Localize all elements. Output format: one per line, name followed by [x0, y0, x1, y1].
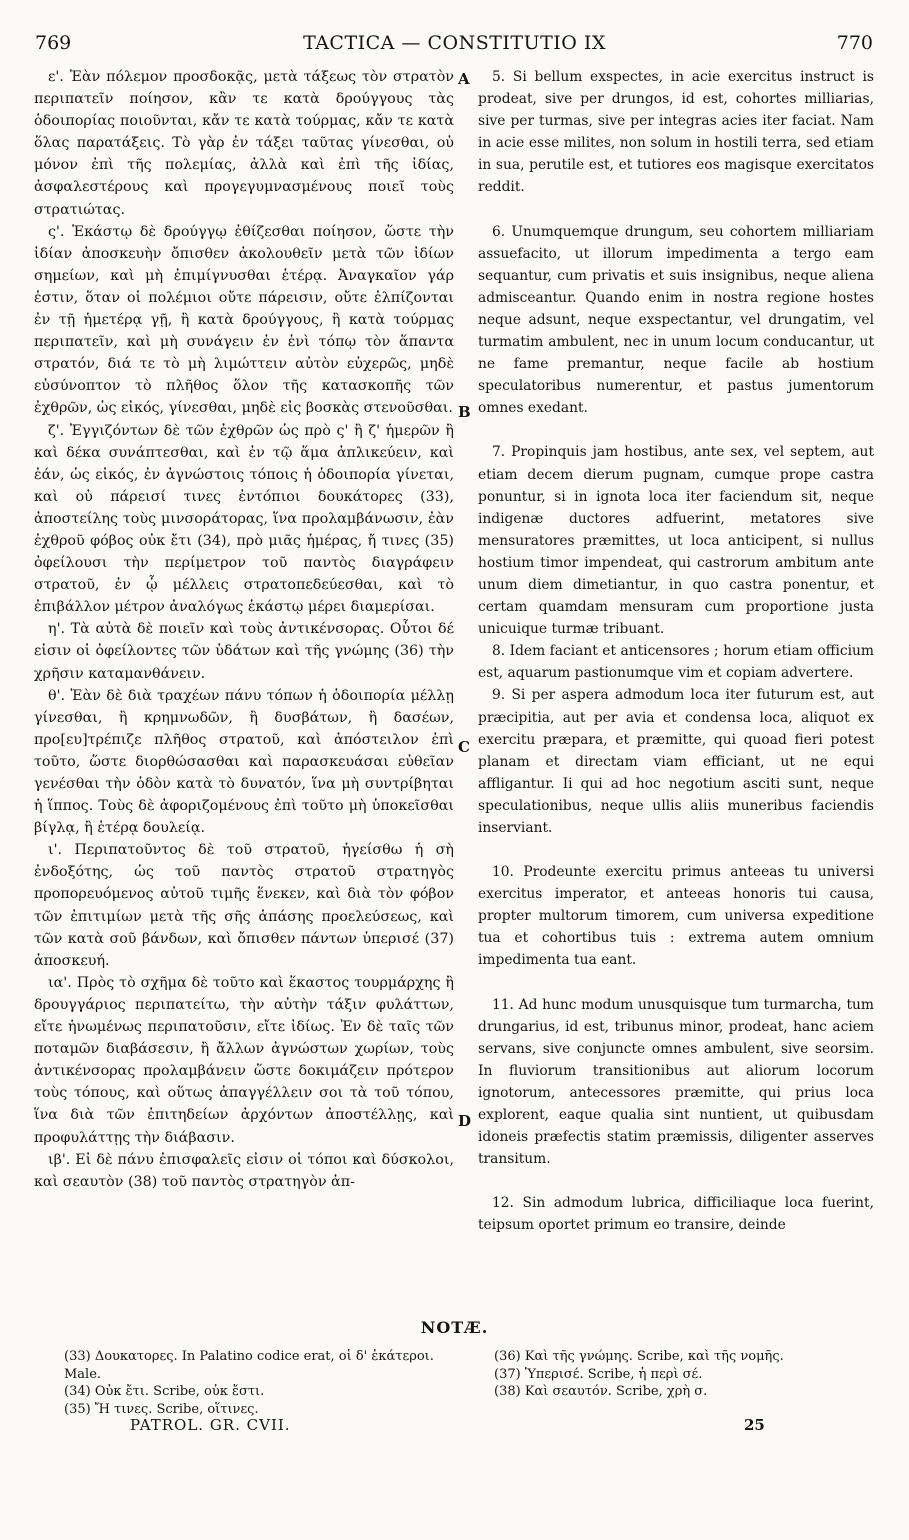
latin-section-10: 10. Prodeunte exercitu primus anteeas tu universi exercitus imperator, et anteeas honoris tui causa, propter multorum timorem, cum universa expeditione tua et cohortibus tuis : extrema autem omnium impedimenta tua eant.: [478, 864, 874, 969]
note-37: (37) Ὑπερισέ. Scribe, ἡ περὶ σέ.: [494, 1366, 703, 1382]
note-36: (36) Καὶ τῆς γνώμης. Scribe, καὶ τῆς νομῆς.: [494, 1349, 784, 1364]
page-number-right: 770: [836, 32, 873, 54]
latin-section-7: 7. Propinquis jam hostibus, ante sex, vel septem, aut etiam decem dierum pugnam, cumque prope castra ponuntur, si in ignota loca iter faciendum sit, neque indigenæ ductores adfuerint, metatores sive mensuratores præmittes, ut loca anticipent, si nullus hostium timor impendeat, qui castrorum ambitum ante unum diem dimetiantur, in quo castra ponentur, et certam quamdam mensuram cum proportione justa unicuique turmæ tribuant.: [478, 444, 874, 638]
footer-signature: PATROL. GR. CVII.: [130, 1416, 291, 1434]
running-header: [0, 32, 909, 62]
greek-section-12: ιβ'. Εἰ δὲ πάνυ ἐπισφαλεῖς εἰσιν οἱ τόποι καὶ δύσκολοι, καὶ σεαυτὸν (38) τοῦ παντὸς στρατηγὸν ἀπ-: [34, 1151, 454, 1190]
greek-section-6: ς'. Ἑκάστῳ δὲ δρούγγῳ ἐθίζεσθαι ποίησον, ὥστε τὴν ἰδίαν ἀποσκευὴν ὄπισθεν ἀκολουθεῖν μετὰ τῶν ἰδίων σημείων, καὶ μὴ ἐπιμίγνυσθαι ἑτέρᾳ. Ἀναγκαῖον γάρ ἐστιν, ὅταν οἱ πολέμιοι οὔτε πάρεισιν, οὔτε ἐλπίζονται ἐν τῇ ἡμετέρᾳ γῇ, ἢ κατὰ δρούγγους, ἢ κατὰ τούρμας περιπατεῖν, καὶ μὴ συνάγειν ἐν ἑνὶ τόπῳ τὸν ἅπαντα στρατόν, διά τε τὸ μὴ λιμώττειν αὐτὸν εὐχερῶς, μηδὲ εὐσύνοπτον τὸ πλῆθος ὅλον τῆς κατασκοπῆς τῶν ἐχθρῶν, ὡς εἰκός, γίνεσθαι, μηδὲ εἰς βοσκὰς στενοῦσθαι.: [34, 223, 454, 417]
footer-gathering-number: 25: [744, 1416, 765, 1434]
notes-right: [494, 1348, 884, 1401]
note-35: (35) Ἤ τινες. Scribe, οἵτινες.: [64, 1401, 259, 1417]
greek-section-5: ε'. Ἐὰν πόλεμον προσδοκᾷς, μετὰ τάξεως τὸν στρατὸν περιπατεῖν ποίησον, κἂν τε κατὰ δρούγγους τὰς ὁδοιπορίας ποιοῦνται, κἄν τε κατὰ τούρμας, κἄν τε κατὰ ὅλας παρατάξεις. Τὸ γὰρ ἐν τάξει ταῦτας γίνεσθαι, οὐ μόνον ἐπὶ τῆς πολεμίας, ἀλλὰ καὶ ἐπὶ τῆς ἰδίας, ἀσφαλεστέρους καὶ προγεγυμνασμένους ποιεῖ τοὺς στρατιώτας.: [34, 69, 454, 218]
latin-section-9: 9. Si per aspera admodum loca iter futurum est, aut præcipitia, aut per avia et condensa loca, aliquot ex exercitu præpara, et præmitte, qui quoad fieri potest planam et directam viam efficiant, ut ne equi affligantur. Ii qui ad hoc negotium asciti sunt, neque speculationibus, neque ullis aliis muneribus faciendis inserviant.: [478, 687, 874, 836]
notes-left: [64, 1348, 464, 1418]
latin-section-8: 8. Idem faciant et anticensores ; horum etiam officium est, aquarum pastionumque vim et copiam advertere.: [478, 643, 874, 682]
latin-column: [478, 66, 874, 1237]
latin-section-11: 11. Ad hunc modum unusquisque tum turmarcha, tum drungarius, id est, tribunus minor, prodeat, hanc aciem servans, sive conjuncte omnes ambulent, sive seorsim. In fluviorum transitionibus aut aliorum locorum ignotorum, antecessores præmitte, qui prius loca explorent, eaque qualia sint nuntient, ut quibusdam idoneis præfectis statim præmissis, diligenter asserves transitum.: [478, 996, 874, 1168]
margin-letter-a: A: [458, 70, 470, 88]
latin-section-5: 5. Si bellum exspectes, in acie exercitus instruct is prodeat, sive per drungos, id est, cohortes milliarias, sive per turmas, sive per integras acies iter faciat. Nam in acie esse milites, non solum in hostili terra, sed etiam in sua, perutile est, et tutiores eos magisque exercitatos reddit.: [478, 69, 874, 196]
margin-letter-d: D: [458, 1112, 472, 1130]
margin-letter-b: B: [458, 403, 471, 421]
notes-heading: NOTÆ.: [420, 1318, 489, 1337]
latin-section-6: 6. Unumquemque drungum, seu cohortem milliariam assuefacito, ut illorum impedimenta a tergo eam sequantur, cum privatis et suis insignibus, neque aliena admisceantur. Quando enim in nostra regione hostes neque adsunt, neque exspectantur, vel drungatim, vel turmatim ambulent, nec in unum locum conducantur, ut ne fame premantur, neque facile ab hostium speculatoribus numerentur, et pastus jumentorum omnes exedant.: [478, 223, 874, 417]
note-33: (33) Δουκατορες. In Palatino codice erat, οἱ δ' ἑκάτεροι. Male.: [64, 1349, 434, 1382]
page-number-left: 769: [35, 32, 72, 54]
greek-section-10: ι'. Περιπατοῦντος δὲ τοῦ στρατοῦ, ἡγείσθω ἡ σὴ ἐνδοξότης, ὡς τοῦ παντὸς στρατοῦ στρατηγὸς προπορευόμενος αὐτοῦ τιμῆς ἕνεκεν, καὶ διὰ τὸν φόβον τῶν ἐπιτιμίων μετὰ τῆς σῆς ἁπάσης προελεύσεως, καὶ τῶν κατὰ σοῦ βάνδων, καὶ ὄπισθεν πάντων ὑπερισέ (37) ἀποσκευή.: [34, 842, 454, 969]
greek-section-9: θ'. Ἐὰν δὲ διὰ τραχέων πάνυ τόπων ἡ ὁδοιπορία μέλλῃ γίνεσθαι, ἢ κρημνωδῶν, ἢ δυσβάτων, ἢ δασέων, προ[ευ]τρέπιζε πλῆθος στρατοῦ, καὶ ἀπόστειλον ἐπὶ τοῦτο, ὥστε διορθώσασθαι καὶ παρασκευάσαι εὐθεῖαν γενέσθαι τὴν ὁδὸν κατὰ τὸ δυνατόν, ἵνα μὴ συντρίβηται ἡ ἵππος. Τοὺς δὲ ἀφοριζομένους ἐπὶ τοῦτο μὴ ὑποκεῖσθαι βίγλᾳ, ἢ ἑτέρᾳ δουλείᾳ.: [34, 687, 454, 837]
greek-section-11: ια'. Πρὸς τὸ σχῆμα δὲ τοῦτο καὶ ἕκαστος τουρμάρχης ἢ δρουγγάριος περιπατείτω, τὴν αὐτὴν τάξιν φυλάττων, εἴτε ἡνωμένως περιπατοῦσιν, εἴτε ἰδίως. Ἐν δὲ ταῖς τῶν ποταμῶν διαβάσεσιν, ἢ ἄλλων ἀγνώστων χωρίων, τοὺς ἀντικένσορας προλαμβάνειν ὥστε δοκιμάζειν πρότερον τοὺς τόπους, καὶ οὕτως ἀπαγγέλλειν σοι τὰ τοῦ τόπου, ἵνα διὰ τῶν ἐπιτηδείων ἀρχόντων ἀποστέλλῃς, καὶ προφυλάττῃς τὴν διάβασιν.: [34, 974, 454, 1146]
greek-section-7: ζ'. Ἐγγιζόντων δὲ τῶν ἐχθρῶν ὡς πρὸ ς' ἢ ζ' ἡμερῶν ἢ καὶ δέκα συνάπτεσθαι, καὶ ἐν τῷ ἅμα ἀπλικεύειν, καὶ ἐάν, ὡς εἰκός, ἐν ἀγνώστοις τόποις ἡ ὁδοιπορία γίνεται, καὶ οὐ πάρεισί τινες ἐντόπιοι δουκάτορες (33), ἀποστείλης τοὺς μινσοράτορας, ἵνα προλαμβάνωσιν, ἐὰν ἐχθροῦ φόβος οὐκ ἔτι (34), πρὸ μιᾶς ἡμέρας, ἤ τινες (35) ὀφείλουσι τὴν περίμετρον τοῦ παντὸς διαγράφειν στρατοῦ, ἐν ᾧ μέλλεις στρατοπεδεύεσθαι, καὶ τὸ ἐπιβάλλον μέτρον ἀναλόγως ἑκάστῳ μέρει διαμερίσαι.: [34, 422, 454, 616]
latin-section-12: 12. Sin admodum lubrica, difficiliaque loca fuerint, teipsum oportet primum eo transire, deinde: [478, 1195, 874, 1234]
header-title: TACTICA — CONSTITUTIO IX: [303, 32, 606, 54]
note-38: (38) Καὶ σεαυτόν. Scribe, χρὴ σ.: [494, 1384, 708, 1399]
greek-section-8: η'. Τὰ αὐτὰ δὲ ποιεῖν καὶ τοὺς ἀντικένσορας. Οὗτοι δέ εἰσιν οἱ ὀφείλοντες τῶν ὑδάτων καὶ τῆς γνώμης (36) τὴν χρῆσιν καταμανθάνειν.: [34, 621, 454, 682]
greek-column: [34, 66, 454, 1193]
margin-letter-c: C: [458, 738, 470, 756]
note-34: (34) Οὐκ ἔτι. Scribe, οὐκ ἔστι.: [64, 1384, 265, 1399]
